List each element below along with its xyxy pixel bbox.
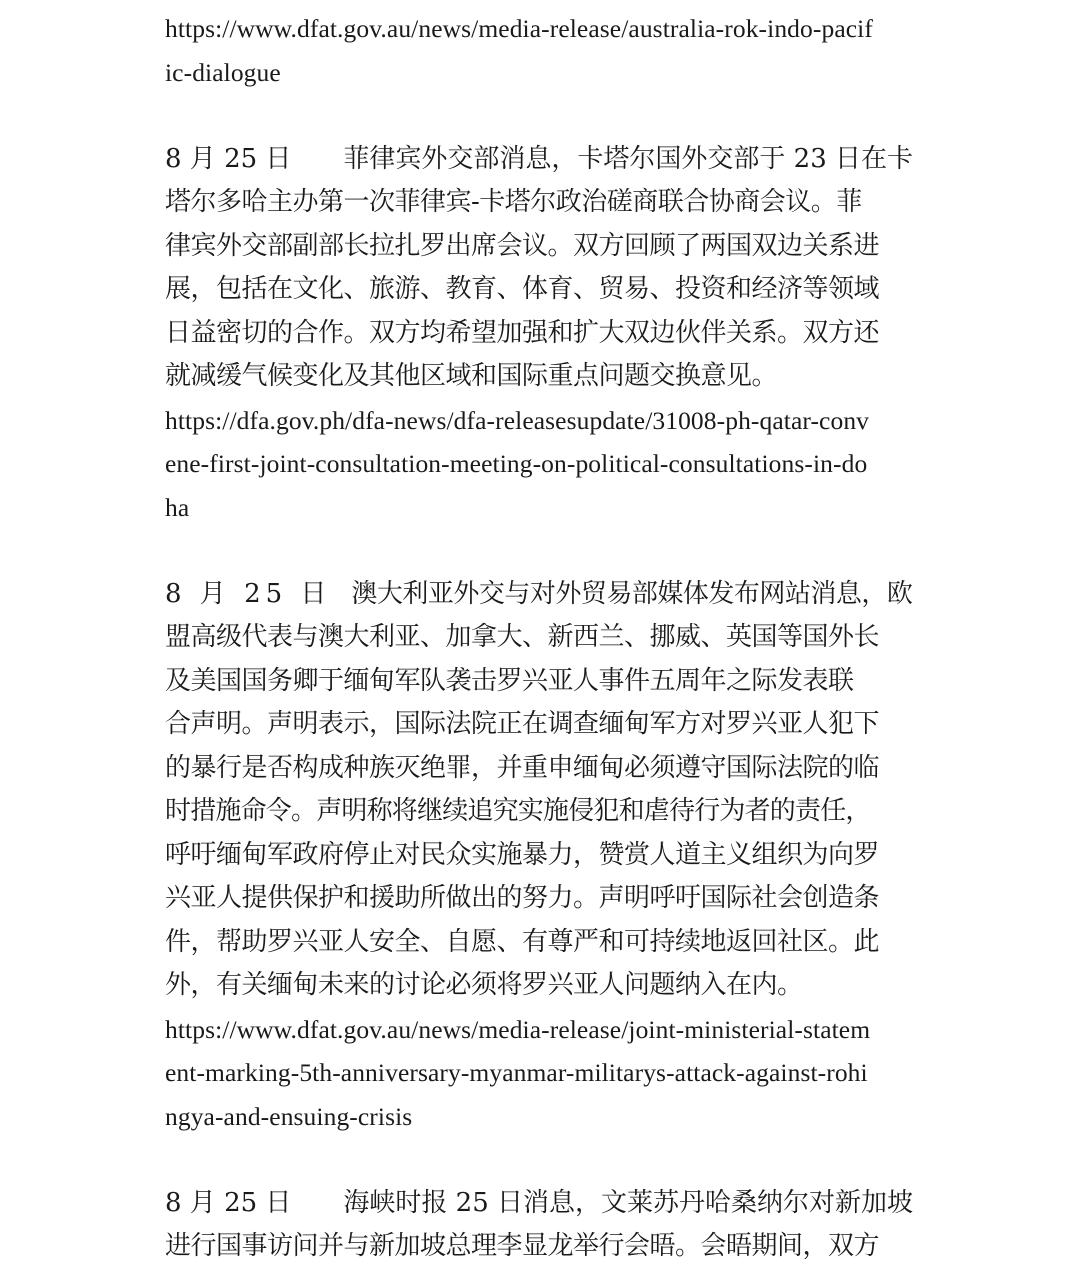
entry-text: 菲律宾外交部消息，卡塔尔国外交部于 23 日在卡 (343, 143, 914, 174)
entry-text-line: 件，帮助罗兴亚人安全、自愿、有尊严和可持续地返回社区。此 (165, 926, 880, 957)
entry-text-line: 及美国国务卿于缅甸军队袭击罗兴亚人事件五周年之际发表联 (165, 665, 854, 696)
entry-text: 海峡时报 25 日消息，文莱苏丹哈桑纳尔对新加坡 (343, 1187, 914, 1218)
entry-text: 澳大利亚外交与对外贸易部媒体发布网站消息，欧 (351, 578, 913, 609)
entry-date: 8 月 25 日 (165, 578, 332, 609)
entry-text-line: 塔尔多哈主办第一次菲律宾-卡塔尔政治磋商联合协商会议。菲 (165, 187, 862, 217)
entry-text-line: 合声明。声明表示，国际法院正在调查缅甸军方对罗兴亚人犯下 (165, 709, 880, 739)
paragraph-gap (165, 94, 917, 138)
entry-first-line (165, 138, 917, 182)
source-url-line[interactable]: ent-marking-5th-anniversary-myanmar-militarys-attack-against-rohi (165, 1058, 868, 1087)
entry-text-line: 兴亚人提供保护和援助所做出的努力。声明呼吁国际社会创造条 (165, 883, 880, 913)
entry-text-line: 的暴行是否构成种族灭绝罪，并重申缅甸必须遵守国际法院的临 (165, 752, 880, 783)
entry-text-line: 外，有关缅甸未来的讨论必须将罗兴亚人问题纳入在内。 (165, 970, 803, 1000)
entry-text-line: 呼吁缅甸军政府停止对民众实施暴力，赞赏人道主义组织为向罗 (165, 839, 880, 870)
news-entry (165, 7, 917, 94)
news-entry (165, 1182, 917, 1269)
source-url-line[interactable]: ic-dialogue (165, 57, 281, 87)
entry-first-line (165, 573, 917, 617)
document-page (165, 7, 917, 1269)
entry-text-line: 时措施命令。声明称将继续追究实施侵犯和虐待行为者的责任， (165, 796, 871, 826)
entry-text-line: 展，包括在文化、旅游、教育、体育、贸易、投资和经济等领域 (165, 274, 880, 304)
source-url-line[interactable]: https://dfa.gov.ph/dfa-news/dfa-releasesupdate/31008-ph-qatar-conv (165, 405, 870, 435)
entry-date: 8 月 25 日 (165, 143, 292, 174)
entry-text-line: 律宾外交部副部长拉扎罗出席会议。双方回顾了两国双边关系进 (165, 230, 880, 261)
paragraph-gap (165, 1138, 917, 1182)
news-entry (165, 573, 917, 1139)
entry-date: 8 月 25 日 (165, 1187, 292, 1218)
entry-text-line: 日益密切的合作。双方均希望加强和扩大双边伙伴关系。双方还 (165, 317, 880, 348)
entry-text-line: 盟高级代表与澳大利亚、加拿大、新西兰、挪威、英国等国外长 (165, 622, 880, 652)
source-url-line[interactable]: ngya-and-ensuing-crisis (165, 1101, 413, 1131)
source-url-line[interactable]: https://www.dfat.gov.au/news/media-release/australia-rok-indo-pacif (165, 14, 873, 43)
source-url-line[interactable]: https://www.dfat.gov.au/news/media-release/joint-ministerial-statem (165, 1014, 871, 1044)
source-url-line[interactable]: ene-first-joint-consultation-meeting-on-political-consultations-in-do (165, 449, 868, 478)
entry-first-line (165, 1182, 917, 1226)
paragraph-gap (165, 529, 917, 573)
news-entry (165, 138, 917, 530)
entry-text-line: 就减缓气候变化及其他区域和国际重点问题交换意见。 (165, 361, 778, 391)
entry-text-line: 进行国事访问并与新加坡总理李显龙举行会晤。会晤期间，双方 (165, 1231, 880, 1261)
source-url-line[interactable]: ha (165, 492, 190, 522)
